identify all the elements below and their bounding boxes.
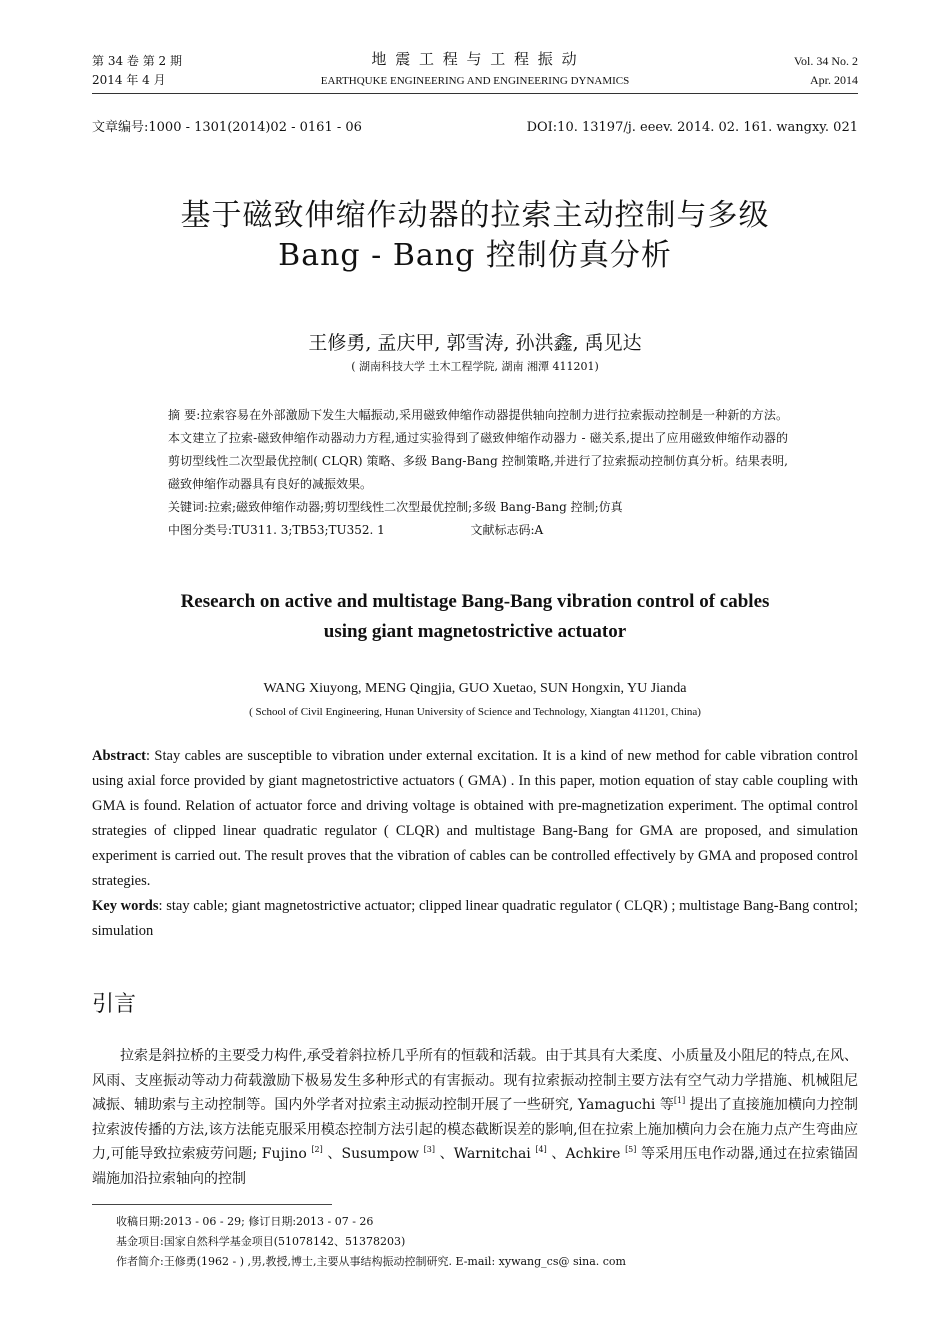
ref-2[interactable]: [2] (311, 1145, 323, 1154)
abstract-cn (168, 404, 788, 542)
section-heading-intro: 引言 (92, 992, 137, 1017)
footnote-fund: 基金项目:国家自然科学基金项目(51078142、51378203) (116, 1235, 406, 1248)
abstract-en-label: Abstract (92, 748, 146, 764)
title-cn-line2: Bang - Bang 控制仿真分析 (278, 238, 672, 273)
ref-4[interactable]: [4] (535, 1145, 547, 1154)
clc-label: 中图分类号: (168, 523, 233, 537)
issue-date: 2014 年 4 月 (92, 73, 166, 87)
keywords-cn-label: 关键词: (168, 500, 209, 514)
abstract-en-text: : Stay cables are susceptible to vibration under external excitation. It is a kind of new method for cable vibration control using axial force provided by giant magnetostrictive actuators ( GMA) . In this paper, motion equation of stay cable coupling with GMA is found. Relation of actuator force and driving voltage is obtained with pre-magnetization experiment. The optimal control strategies of clipped linear quadratic regulator ( CLQR) and multistage Bang-Bang for GMA are proposed, and simulation experiment is carried out. The result proves that the vibration of cables can be controlled effectively by GMA and proposed control strategies. (92, 748, 858, 889)
intro-text-4: 、Warnitchai (434, 1146, 536, 1162)
footnote-dates: 收稿日期:2013 - 06 - 29; 修订日期:2013 - 07 - 26 (116, 1215, 374, 1228)
ref-1[interactable]: [1] (673, 1096, 686, 1105)
intro-text-3: 、Susumpow (322, 1146, 424, 1162)
title-cn-line1: 基于磁致伸缩作动器的拉索主动控制与多级 (180, 198, 770, 233)
keywords-en: : stay cable; giant magnetostrictive actuator; clipped linear quadratic regulator ( CLQR) ; multistage Bang-Bang control; simulation (92, 898, 858, 939)
ref-3[interactable]: [3] (423, 1145, 435, 1154)
intro-text-6: 等采用压电作动器,通过在拉索锚固端施加沿拉索轴向的控制 (92, 1146, 858, 1187)
footnote-rule (92, 1204, 332, 1205)
volume-en: Vol. 34 No. 2 (793, 54, 858, 68)
authors-cn: 王修勇, 孟庆甲, 郭雪涛, 孙洪鑫, 禹见达 (308, 332, 642, 354)
intro-text-2: 提出了直接施加横向力控制拉索波传播的方法,该方法能克服采用模态控制方法引起的模态截断误差的影响,但在拉索上施加横向力会在施力点产生弯曲应力,可能导致拉索疲劳问题; Fujino (92, 1097, 858, 1162)
clc-number: TU311. 3;TB53;TU352. 1 (232, 523, 385, 537)
abstract-cn-text: 拉索容易在外部激励下发生大幅振动,采用磁致伸缩作动器提供轴向控制力进行拉索振动控制是一种新的方法。本文建立了拉索-磁致伸缩作动器动力方程,通过实验得到了磁致伸缩作动器力 - 磁关系,提出了应用磁致伸缩作动器的剪切型线性二次型最优控制( CLQR) 策略、多级 Bang-Bang 控制策略,并进行了拉索振动控制仿真分析。结果表明,磁致伸缩作动器具有良好的减振效果。 (168, 408, 788, 491)
date-en: Apr. 2014 (810, 73, 858, 87)
doi: DOI:10. 13197/j. eeev. 2014. 02. 161. wangxy. 021 (526, 120, 858, 135)
ref-5[interactable]: [5] (625, 1145, 637, 1154)
doc-code: A (534, 523, 544, 537)
intro-text-1: 拉索是斜拉桥的主要受力构件,承受着斜拉桥几乎所有的恒载和活载。由于其具有大柔度、小质量及小阻尼的特点,在风、风雨、支座振动等动力荷载激励下极易发生多种形式的有害振动。现有拉索振动控制主要方法有空气动力学措施、机械阻尼减振、辅助索与主动控制等。国内外学者对拉索主动振动控制开展了一些研究, Yamaguchi 等 (92, 1048, 858, 1113)
authors-en: WANG Xiuyong, MENG Qingjia, GUO Xuetao, SUN Hongxin, YU Jianda (263, 681, 687, 696)
intro-text-5: 、Achkire (546, 1146, 626, 1162)
title-en-line2: using giant magnetostrictive actuator (323, 621, 627, 642)
affiliation-en: ( School of Civil Engineering, Hunan University of Science and Technology, Xiangtan 411201, China) (249, 706, 701, 718)
affiliation-cn: ( 湖南科技大学 土木工程学院, 湖南 湘潭 411201) (351, 360, 599, 373)
keywords-cn: 拉索;磁致伸缩作动器;剪切型线性二次型最优控制;多级 Bang-Bang 控制;仿真 (208, 500, 623, 514)
doc-code-label: 文献标志码: (470, 523, 535, 537)
keywords-en-label: Key words (92, 898, 159, 914)
header-rule (92, 93, 858, 94)
intro-paragraph (92, 1044, 858, 1191)
abstract-en (92, 744, 858, 944)
title-en-line1: Research on active and multistage Bang-Bang vibration control of cables (180, 591, 770, 612)
journal-name-cn: 地 震 工 程 与 工 程 振 动 (371, 50, 579, 68)
article-number: 文章编号:1000 - 1301(2014)02 - 0161 - 06 (92, 120, 362, 135)
footnote-bio: 作者简介:王修勇(1962 - ) ,男,教授,博士,主要从事结构振动控制研究. E-mail: xywang_cs@ sina. com (116, 1255, 626, 1268)
journal-name-en: EARTHQUKE ENGINEERING AND ENGINEERING DYNAMICS (320, 75, 630, 87)
abstract-cn-label: 摘 要: (168, 408, 201, 422)
volume-issue: 第 34 卷 第 2 期 (92, 54, 182, 68)
